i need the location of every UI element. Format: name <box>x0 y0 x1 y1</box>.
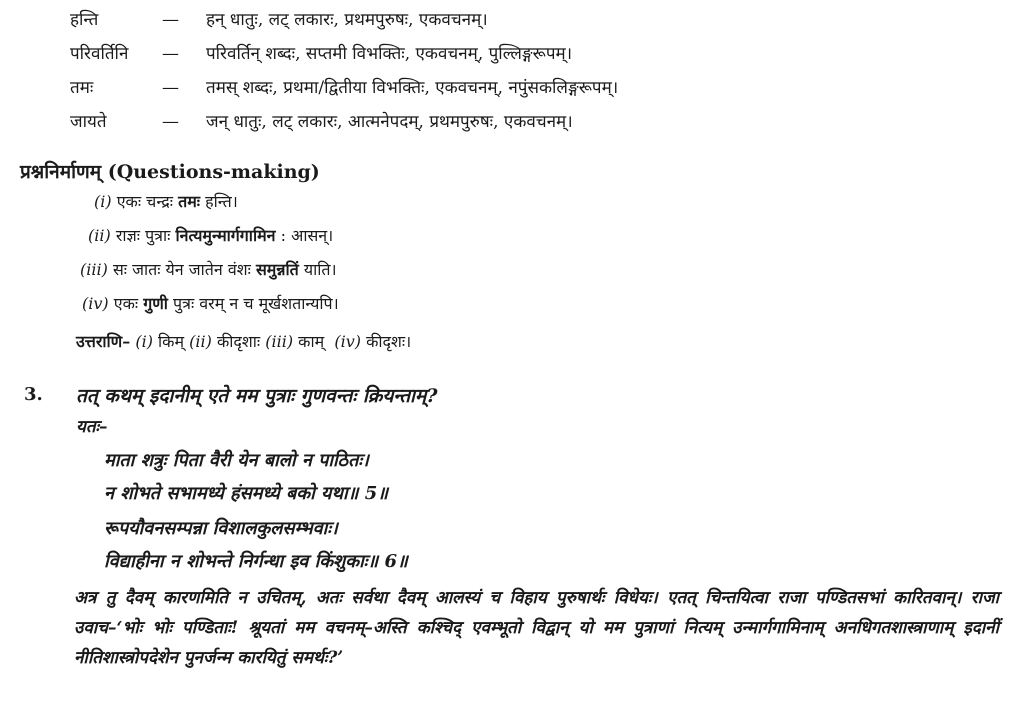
section-number: 3. <box>24 384 43 405</box>
verse-line: न शोभते सभामध्ये हंसमध्ये बको यथा॥ 5॥ <box>104 483 389 504</box>
grammar-description: परिवर्तिन् शब्दः, सप्तमी विभक्तिः, एकवचनम्, पुल्लिङ्गरूपम्। <box>206 44 573 64</box>
question-item <box>82 292 339 316</box>
question-number: (iii) <box>80 260 108 279</box>
questions-heading: प्रश्ननिर्माणम् (Questions-making) <box>20 161 320 183</box>
question-text: एकः चन्द्रः <box>116 192 179 211</box>
grammar-dash: — <box>162 10 179 30</box>
section-title: तत् कथम् इदानीम् एते मम पुत्राः गुणवन्तः क्रियन्ताम्? <box>76 385 438 407</box>
question-text: पुत्रः वरम् न च मूर्खशतान्यपि। <box>167 294 339 313</box>
question-text: हन्ति। <box>200 192 238 211</box>
question-item <box>88 224 333 248</box>
verse-line: विद्याहीना न शोभन्ते निर्गन्धा इव किंशुकाः॥ 6॥ <box>104 551 408 572</box>
grammar-word: परिवर्तिनि <box>70 44 129 64</box>
question-item <box>80 258 337 282</box>
question-text: याति। <box>298 260 337 279</box>
question-highlight: गुणी <box>143 294 168 313</box>
question-text: सः जातः येन जातेन वंशः <box>112 260 256 279</box>
answer-number: (ii) <box>189 332 212 351</box>
answer-text: काम् <box>298 332 325 351</box>
grammar-description: हन् धातुः, लट् लकारः, प्रथमपुरुषः, एकवचनम्। <box>206 10 488 30</box>
question-highlight: समुन्नतिं <box>255 260 299 279</box>
question-number: (iv) <box>82 294 109 313</box>
grammar-row <box>70 8 488 32</box>
grammar-row <box>70 76 618 100</box>
question-number: (ii) <box>88 226 111 245</box>
answer-number: (iv) <box>334 332 361 351</box>
question-text: : आसन्। <box>275 226 334 245</box>
grammar-row <box>70 42 572 66</box>
grammar-row <box>70 110 573 134</box>
question-text: राज्ञः पुत्राः <box>115 226 176 245</box>
answer-text: कीदृशाः <box>216 332 261 351</box>
grammar-description: जन् धातुः, लट् लकारः, आत्मनेपदम्, प्रथमपुरुषः, एकवचनम्। <box>206 112 573 132</box>
answer-number: (iii) <box>265 332 294 351</box>
grammar-word: हन्ति <box>70 10 99 30</box>
grammar-word: तमः <box>70 78 94 98</box>
yatah-label: यतः– <box>76 417 108 437</box>
grammar-description: तमस् शब्दः, प्रथमा/द्वितीया विभक्तिः, एकवचनम्, नपुंसकलिङ्गरूपम्। <box>206 78 619 98</box>
question-highlight: नित्यमुन्मार्गगामिन <box>175 226 276 245</box>
grammar-dash: — <box>162 78 179 98</box>
grammar-dash: — <box>162 44 179 64</box>
grammar-word: जायते <box>70 112 107 132</box>
verse-line: माता शत्रुः पिता वैरी येन बालो न पाठितः। <box>104 450 369 471</box>
answers-label: उत्तराणि– <box>76 332 131 351</box>
answers-line <box>76 330 411 352</box>
question-number: (i) <box>94 192 112 211</box>
question-text: एकः <box>113 294 144 313</box>
answer-number: (i) <box>135 332 153 351</box>
body-paragraph: अत्र तु दैवम् कारणमिति न उचितम्, अतः सर्वथा दैवम् आलस्यं च विहाय पुरुषार्थः विधेयः। एतत् चिन्तयित्वा राजा पण्डितसभां कारितवान्। राजा उवाच–‘भोः भोः पण्डिताः! श्रूयतां मम वचनम्–अस्ति कश्चिद् एवम्भूतो विद्वान् यो मम पुत्राणां नित्यम् उन्मार्गगामिनाम् अनधिगतशास्त्राणाम् इदानीं नीतिशास्त्रोपदेशेन पुनर्जन्म कारयितुं समर्थः?’ <box>74 588 999 668</box>
answer-text: किम् <box>158 332 185 351</box>
question-item <box>94 190 238 214</box>
grammar-dash: — <box>162 112 179 132</box>
answer-text: कीदृशः। <box>366 332 412 351</box>
question-highlight: तमः <box>178 192 200 211</box>
verse-line: रूपयौवनसम्पन्ना विशालकुलसम्भवाः। <box>104 518 338 539</box>
